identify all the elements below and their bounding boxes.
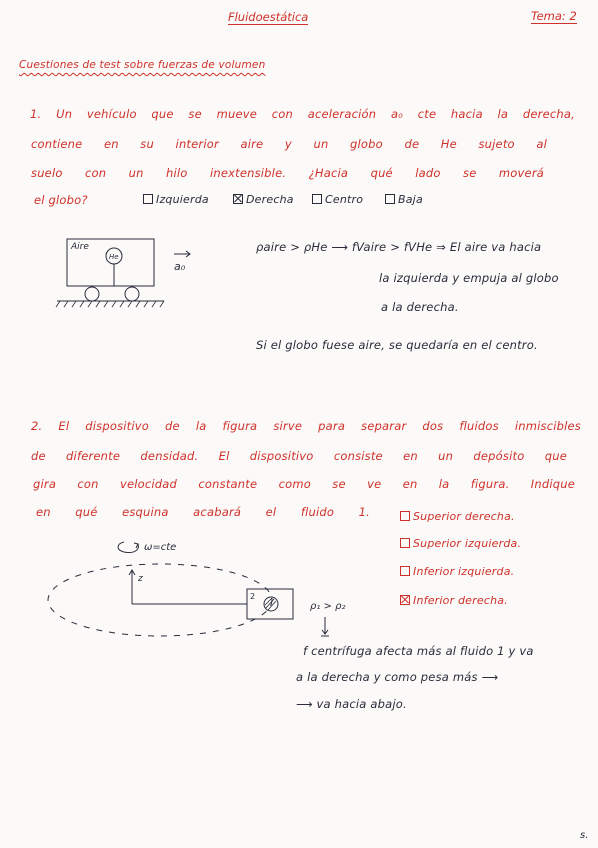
q1-answer-line-2: la izquierda y empuja al globo xyxy=(379,271,559,285)
page-mark: s. xyxy=(580,830,589,841)
q1-line-2: contiene en su interior aire y un globo de He sujeto al xyxy=(31,137,547,151)
q1-answer-line-1: ρaire > ρHe ⟶ fVaire > fVHe ⇒ El aire va hacia xyxy=(256,240,542,254)
balloon-label: He xyxy=(109,253,119,261)
checked-checkbox-icon xyxy=(233,194,243,204)
q1-answer-line-3: a la derecha. xyxy=(381,300,459,314)
checkbox-icon xyxy=(385,194,395,204)
q2-line-1: 2. El dispositivo de la figura sirve para separar dos fluidos inmiscibles xyxy=(31,419,581,433)
q2-answer-line-3: ⟶ va hacia abajo. xyxy=(296,697,407,711)
q1-line-3: suelo con un hilo inextensible. ¿Hacia qué lado se moverá xyxy=(31,166,544,180)
topic-label: Tema: 2 xyxy=(531,9,577,23)
section-title: Cuestiones de test sobre fuerzas de volumen xyxy=(19,59,266,71)
q1-note: Si el globo fuese aire, se quedaría en el centro. xyxy=(256,338,538,352)
q2-answer-line-1: f centrífuga afecta más al fluido 1 y va xyxy=(303,644,534,658)
checkbox-icon xyxy=(400,566,410,576)
wheel-left-icon xyxy=(85,287,99,301)
checkbox-icon xyxy=(312,194,322,204)
density-label: ρ₁ > ρ₂ xyxy=(310,601,346,612)
q2-option-superior-derecha[interactable]: Superior derecha. xyxy=(400,510,515,523)
omega-label: ω=cte xyxy=(144,542,177,553)
checkbox-icon xyxy=(143,194,153,204)
q1-line-1: 1. Un vehículo que se mueve con aceleración a₀ cte hacia la derecha, xyxy=(30,107,575,121)
q1-option-izquierda[interactable]: Izquierda xyxy=(143,193,209,206)
tank-label: 2 xyxy=(250,592,256,601)
accel-label: a₀ xyxy=(174,260,186,273)
q2-option-inferior-izquierda[interactable]: Inferior izquierda. xyxy=(400,565,514,578)
wheel-right-icon xyxy=(125,287,139,301)
q1-option-centro[interactable]: Centro xyxy=(312,193,363,206)
checked-checkbox-icon xyxy=(400,595,410,605)
q1-option-derecha[interactable]: Derecha xyxy=(233,193,294,206)
q2-option-superior-izquierda[interactable]: Superior izquierda. xyxy=(400,537,521,550)
axis-label: z xyxy=(138,574,143,584)
rotation-path xyxy=(48,564,272,636)
q1-option-baja[interactable]: Baja xyxy=(385,193,423,206)
checkbox-icon xyxy=(400,511,410,521)
q2-line-3: gira con velocidad constante como se ve en la figura. Indique xyxy=(33,477,575,491)
q1-vehicle-figure xyxy=(52,232,222,314)
page-title: Fluidoestática xyxy=(228,10,309,24)
checkbox-icon xyxy=(400,538,410,548)
q2-line-4: en qué esquina acabará el fluido 1. xyxy=(36,505,370,519)
q2-rotating-tank-figure xyxy=(40,532,390,642)
q2-line-2: de diferente densidad. El dispositivo consiste en un depósito que xyxy=(31,449,567,463)
vehicle-label: Aire xyxy=(71,242,89,252)
q1-lead: el globo? xyxy=(34,193,88,207)
q2-answer-line-2: a la derecha y como pesa más ⟶ xyxy=(296,670,499,684)
q2-option-inferior-derecha[interactable]: Inferior derecha. xyxy=(400,594,508,607)
ground-hatch xyxy=(56,301,164,307)
